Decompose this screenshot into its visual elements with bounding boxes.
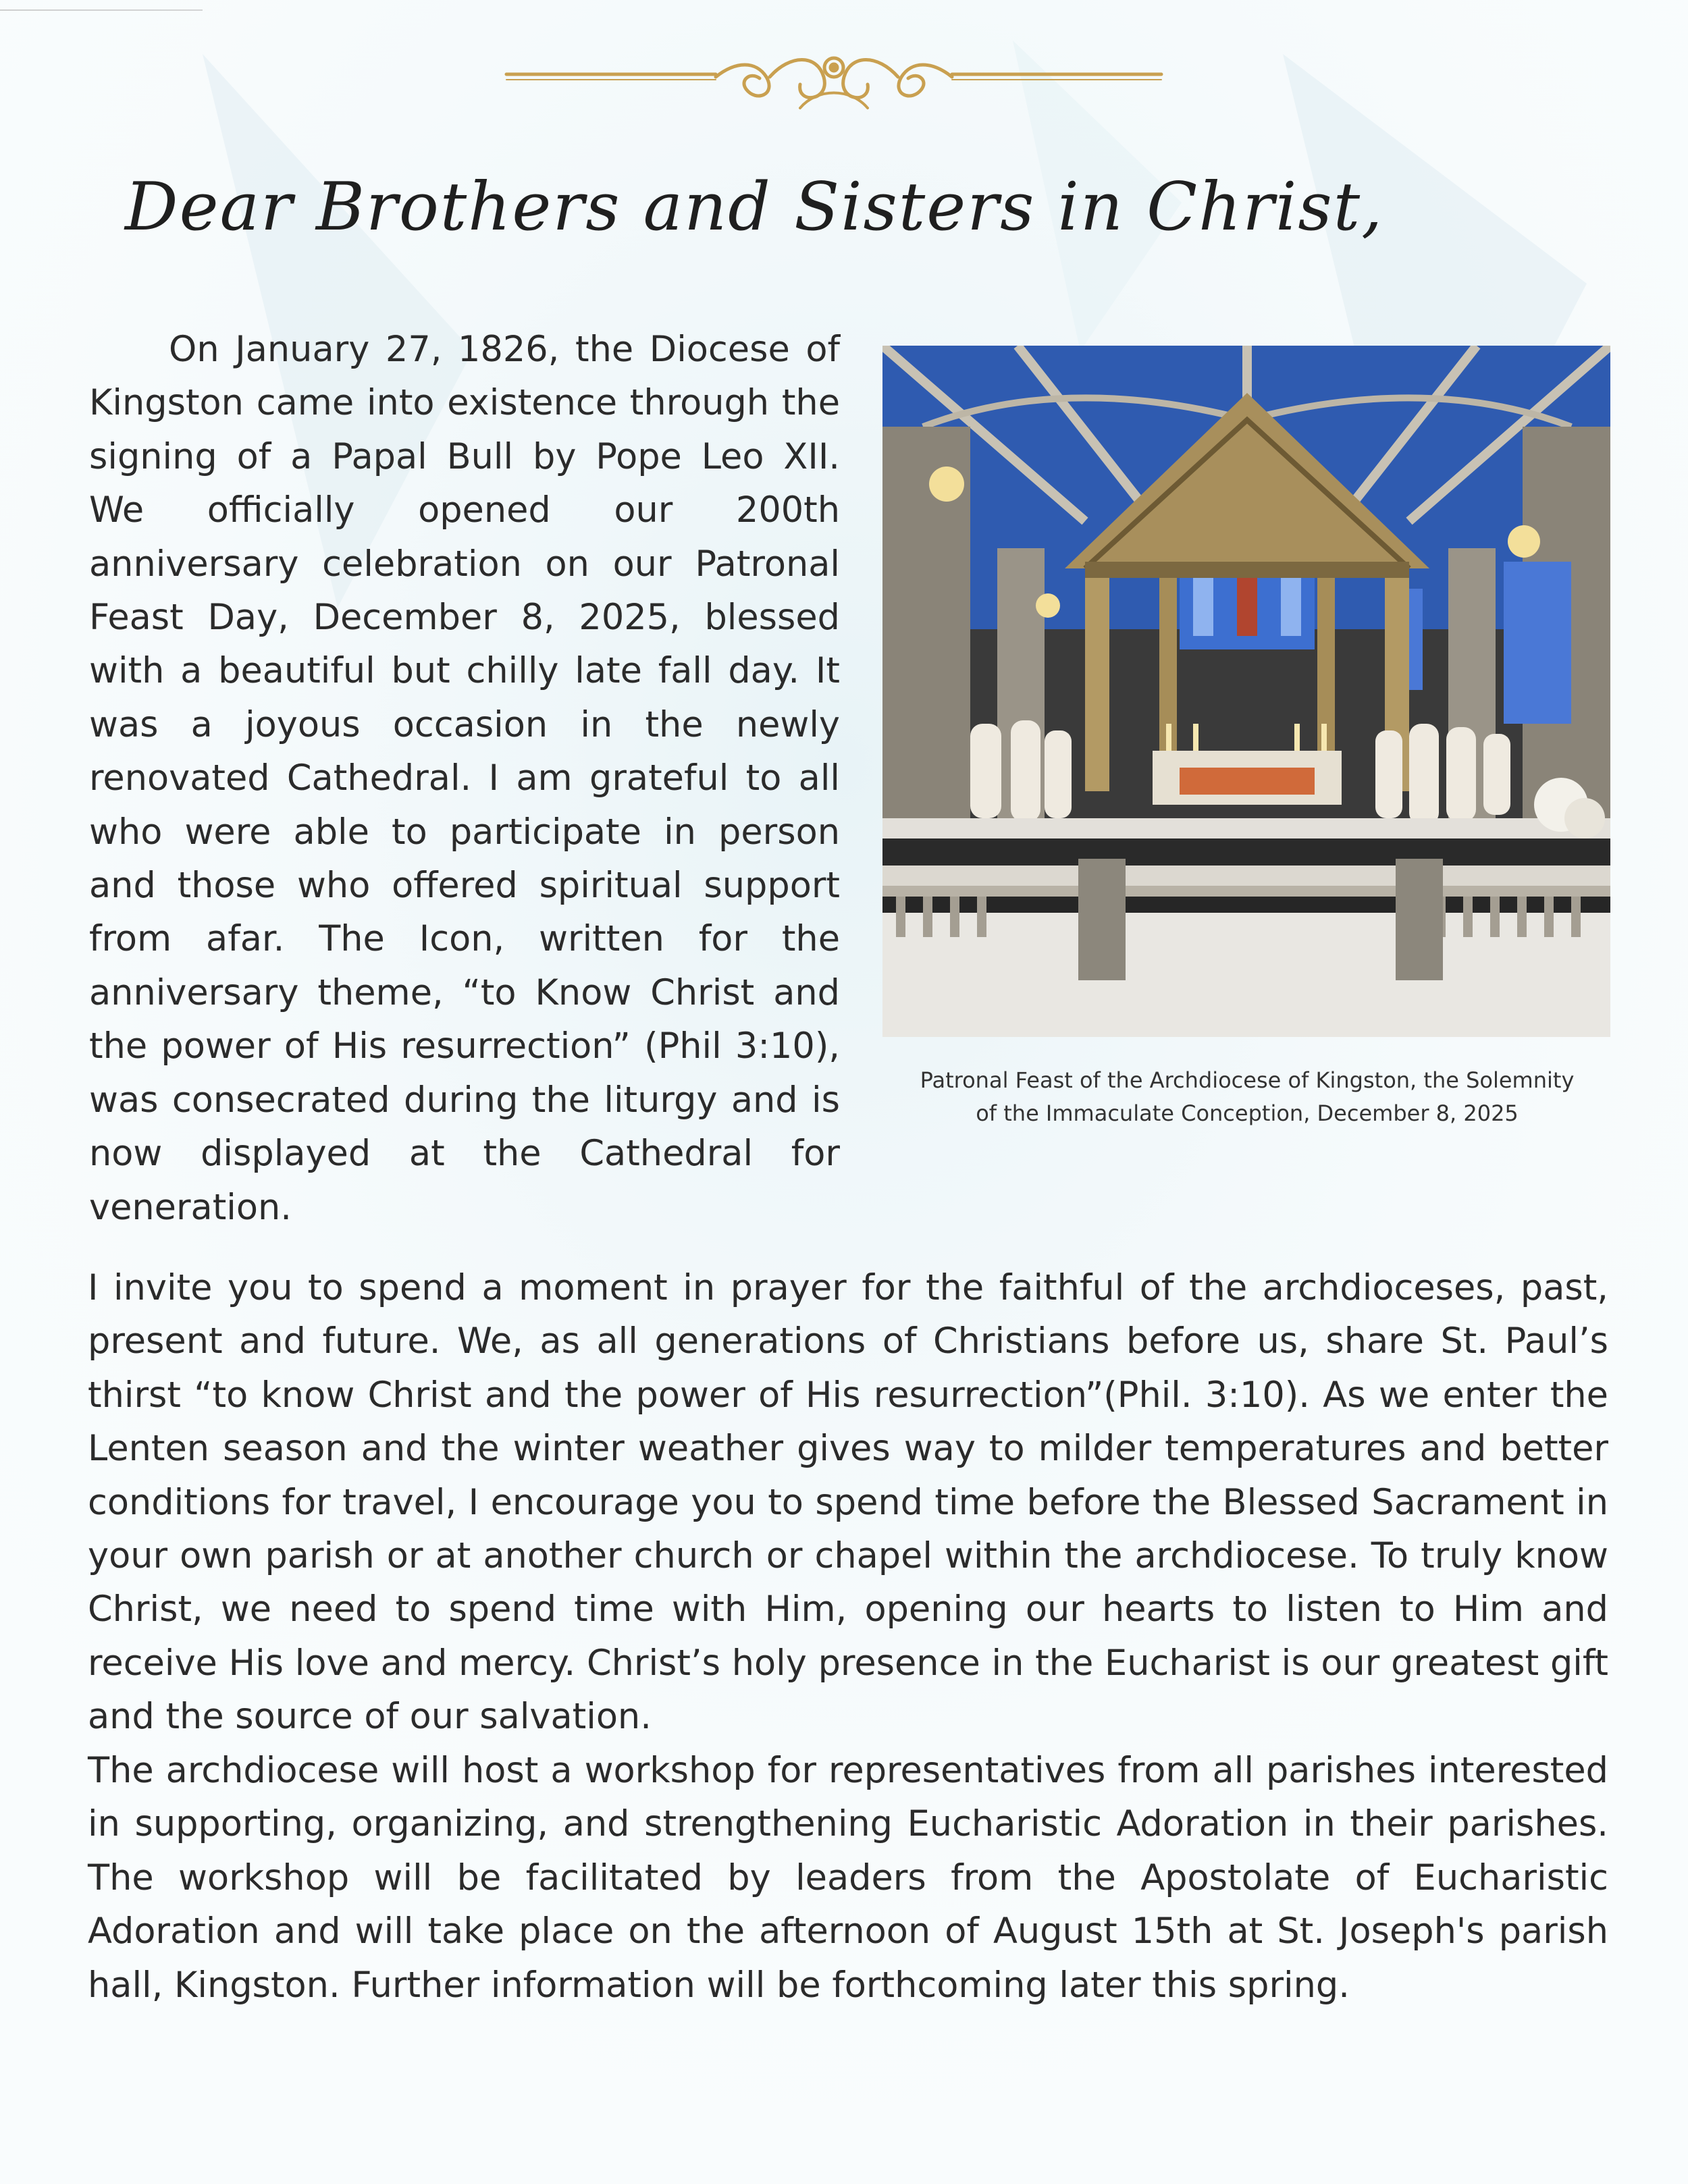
salutation-heading: Dear Brothers and Sisters in Christ, xyxy=(125,169,1384,246)
paragraph-anniversary: On January 27, 1826, the Diocese of Kingston came into existence through the signing of a Papal Bull by Pope Leo XII. We officially opened our 200th anniversary celebration on our Patronal Feast Day, December 8, 2025, blessed with a beautiful but chilly late fall day. It was a joyous occasion in the newly renovated Cathedral. I am grateful to all who were able to participate in person and those who offered spiritual support from afar. The Icon, written for the anniversary theme, “to Know Christ and the power of His resurrection” (Phil 3:10), was consecrated during the liturgy and is now displayed at the Cathedral for veneration. xyxy=(89,329,840,1228)
paragraph-workshop: The archdiocese will host a workshop for representatives from all parishes interested in supporting, organizing, and strengthening Eucharistic Adoration in their parishes. The workshop will be facilitated by leaders from the Apostolate of Eucharistic Adoration and will take place on the afternoon of August 15th at St. Joseph's parish hall, Kingston. Further information will be forthcoming later this spring. xyxy=(88,1750,1608,2006)
gold-flourish-ornament xyxy=(500,47,1168,122)
photo-caption xyxy=(872,1064,1622,1130)
cathedral-altar-photo xyxy=(882,346,1610,1037)
caption-line-2: of the Immaculate Conception, December 8, 2025 xyxy=(976,1100,1519,1126)
paragraph-prayer-invitation: I invite you to spend a moment in prayer for the faithful of the archdioceses, past, present and future. We, as all generations of Christians before us, share St. Paul’s thirst “to know Christ and the power of His resurrection”(Phil. 3:10). As we enter the Lenten season and the winter weather gives way to milder temperatures and better conditions for travel, I encourage you to spend time before the Blessed Sacrament in your own parish or at another church or chapel within the archdiocese. To truly know Christ, we need to spend time with Him, opening our hearts to listen to Him and receive His love and mercy. Christ’s holy presence in the Eucharist is our greatest gift and the source of our salvation. xyxy=(88,1267,1608,1738)
caption-line-1: Patronal Feast of the Archdiocese of Kingston, the Solemnity xyxy=(920,1067,1575,1093)
